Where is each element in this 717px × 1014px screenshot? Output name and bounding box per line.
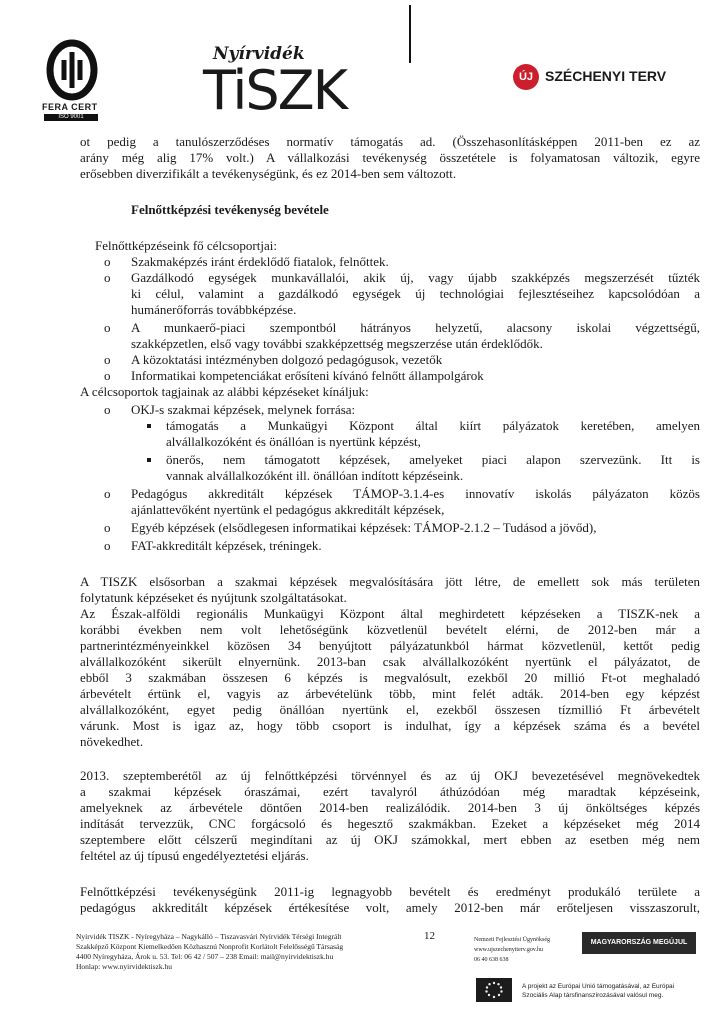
tiszk-logo-big: TiSZK bbox=[203, 59, 347, 122]
list-item: A közoktatási intézményben dolgozó pedagógusok, vezetők bbox=[131, 352, 443, 367]
eu-flag-icon bbox=[476, 978, 512, 1002]
paragraph-line: árbevételt értünk el, vagyis az árbevételünk több, mint felét adták. 2014-ben egy képzést bbox=[80, 686, 700, 701]
paragraph-line: alvállalkozóként, egyet pedig önállóan nyertünk el, ezekből összesen tízmillió Ft árbevételt bbox=[80, 702, 700, 717]
list-item: ki célul, valamint a gazdálkodó egységek új technológiai fejlesztéseihez kapcsolódóan a bbox=[131, 286, 700, 301]
page-footer bbox=[0, 926, 717, 1014]
section-heading: Felnőttképzési tevékenység bevétele bbox=[131, 202, 329, 217]
paragraph-line: pedagógus akkreditált képzések értékesítése volt, amely 2012-ben már erőteljesen visszaszorult, bbox=[80, 900, 700, 915]
sub-list-item: vannak alvállalkozóként ill. önállóan indított képzéseink. bbox=[166, 468, 464, 483]
offers-intro: A célcsoportok tagjainak az alábbi képzéseket kínáljuk: bbox=[80, 384, 369, 399]
sub-list-item: alvállalkozóként és önállóan is nyertünk képzést, bbox=[166, 434, 421, 449]
paragraph-line: erősebben diverzifikált a tevékenységünk, és ez 2014-ben sem változott. bbox=[80, 166, 457, 181]
fera-logo-sub: ISO 9001 bbox=[44, 114, 98, 121]
szechenyi-text: SZÉCHENYI TERV bbox=[545, 68, 667, 84]
footer-link[interactable]: Honlap: www.nyirvidektiszk.hu bbox=[76, 962, 172, 971]
footer-line: 4400 Nyíregyháza, Árok u. 53. Tel: 06 42 / 507 – 238 Email: mail@nyirvidektiszk.hu bbox=[76, 952, 334, 961]
eu-text: A projekt az Európai Unió támogatásával, az Európai bbox=[522, 983, 675, 990]
paragraph-line: ot pedig a tanulószerződéses normatív támogatás ad. (Összehasonlításképpen 2011-ben ez az bbox=[80, 134, 700, 149]
targets-intro: Felnőttképzéseink fő célcsoportjai: bbox=[95, 238, 277, 253]
list-item: Egyéb képzések (elsődlegesen informatikai képzések: TÁMOP-2.1.2 – Tudásod a jövőd), bbox=[131, 520, 597, 535]
list-item: ajánlattevőként nyertünk el pedagógus akkreditált képzések, bbox=[131, 502, 445, 517]
sub-list-item: támogatás a Munkaügyi Központ által kiírt pályázatok keretében, amelyen bbox=[166, 418, 700, 433]
list-item: OKJ-s szakmai képzések, melynek forrása: bbox=[131, 402, 356, 417]
paragraph-line: indítását tervezzük, CNC forgácsoló és hegesztő szakmákban. Ezeket a képzéseket még 2014 bbox=[80, 816, 700, 831]
circle-bullet-icon: o bbox=[104, 352, 111, 367]
nfu-phone: 06 40 638 638 bbox=[474, 957, 509, 963]
paragraph-line: a szakmai képzések óraszámai, ezért tavalyról áthúzódóan még maradtak képzéseink, bbox=[80, 784, 700, 799]
circle-bullet-icon: o bbox=[104, 520, 111, 535]
paragraph-line: korábbi években nem volt lehetőségünk közvetlenül bevételt elérni, de 2012-ben már a bbox=[80, 622, 700, 637]
vertical-divider bbox=[409, 5, 411, 63]
list-item: Szakmaképzés iránt érdeklődő fiatalok, felnőttek. bbox=[131, 254, 389, 269]
paragraph-line: arány még alig 17% volt.) A vállalkozási tevékenység összetétele is folyamatosan változik, egyre bbox=[80, 150, 700, 165]
sub-list-item: önerős, nem támogatott képzések, amelyeket piaci alapon szervezünk. Itt is bbox=[166, 452, 700, 467]
circle-bullet-icon: o bbox=[104, 486, 111, 501]
hungary-badge: MAGYARORSZÁG MEGÚJUL bbox=[582, 932, 696, 954]
circle-bullet-icon: o bbox=[104, 402, 111, 417]
nfu-label: Nemzeti Fejlesztési Ügynökség bbox=[474, 937, 550, 943]
list-item: Informatikai kompetenciákat erősíteni kívánó felnőtt állampolgárok bbox=[131, 368, 484, 383]
paragraph-line: A TISZK elsősorban a szakmai képzések megvalósítására jött létre, de emellett sok más területen bbox=[80, 574, 700, 589]
circle-bullet-icon: o bbox=[104, 320, 111, 335]
list-item: FAT-akkreditált képzések, tréningek. bbox=[131, 538, 322, 553]
paragraph-line: szeptembere előtt célszerű megindítani az új OKJ számokkal, mert ebben az esetben még nem bbox=[80, 832, 700, 847]
paragraph-line: amelyeknek az árbevétele döntően 2014-ben realizálódik. 2014-ben 3 új önköltséges képzés bbox=[80, 800, 700, 815]
circle-bullet-icon: o bbox=[104, 254, 111, 269]
page-header bbox=[0, 0, 717, 130]
fera-cert-icon bbox=[40, 38, 104, 102]
paragraph-line: feltétel az új típusú engedélyeztetési eljárás. bbox=[80, 848, 309, 863]
circle-bullet-icon: o bbox=[104, 538, 111, 553]
fera-logo-text: FERA CERT bbox=[42, 102, 98, 112]
circle-bullet-icon: o bbox=[104, 270, 111, 285]
tiszk-logo-small: Nyírvidék bbox=[213, 44, 305, 64]
square-bullet-icon bbox=[147, 458, 151, 462]
list-item: szakképzetlen, első vagy további szakképzettség megszerzése után érdeklődők. bbox=[131, 336, 543, 351]
eu-text: Szociális Alap társfinanszírozásával valósul meg. bbox=[522, 992, 664, 999]
footer-line: Szakképző Központ Kiemelkedően Közhasznú Nonprofit Korlátolt Felelősségű Társaság bbox=[76, 942, 344, 951]
list-item: humánerőforrás továbbképzése. bbox=[131, 302, 297, 317]
fera-cert-logo bbox=[40, 38, 104, 124]
paragraph-line: alvállalkozóként sikerült elnyernünk. 2013-ban csak alvállalkozóként nyertünk el pályázatot, de bbox=[80, 654, 700, 669]
circle-bullet-icon: o bbox=[104, 368, 111, 383]
square-bullet-icon bbox=[147, 424, 151, 428]
paragraph-line: növekedhet. bbox=[80, 734, 144, 749]
tiszk-logo bbox=[205, 44, 365, 124]
paragraph-line: 2013. szeptemberétől az új felnőttképzési törvénnyel és az új OKJ bevezetésével megnövekedtek bbox=[80, 768, 700, 783]
paragraph-line: Felnőttképzési tevékenységünk 2011-ig legnagyobb bevételt és eredményt produkáló területe a bbox=[80, 884, 700, 899]
paragraph-line: partnerintézményeinkkel közösen 34 benyújtott pályázatunkból hármat közvetlenül, kettőt pedig bbox=[80, 638, 700, 653]
nfu-web[interactable]: www.ujszechenyiterv.gov.hu bbox=[474, 947, 543, 953]
paragraph-line: folytatunk képzéseket és nyújtunk szolgáltatásokat. bbox=[80, 590, 347, 605]
page-number: 12 bbox=[424, 930, 435, 942]
paragraph-line: Az Észak-alföldi regionális Munkaügyi Központ által meghirdetett képzéseken a TISZK-nek a bbox=[80, 606, 700, 621]
szechenyi-badge: ÚJ bbox=[513, 64, 539, 90]
list-item: Pedagógus akkreditált képzések TÁMOP-3.1.4-es innovatív iskolás pályázaton közös bbox=[131, 486, 700, 501]
list-item: Gazdálkodó egységek munkavállalói, akik új, vagy újabb szakképzés megszerzését tűzték bbox=[131, 270, 700, 285]
list-item: A munkaerő-piaci szempontból hátrányos helyzetű, alacsony iskolai végzettségű, bbox=[131, 320, 700, 335]
paragraph-line: várunk. Most is igaz az, hogy több csoport is indulhat, így a képzések száma és a bevétel bbox=[80, 718, 700, 733]
footer-line: Nyírvidék TISZK - Nyíregyháza – Nagykálló – Tiszavasvári Nyírvidék Térségi Integrált bbox=[76, 932, 342, 941]
paragraph-line: ebből 3 szakmában összesen 6 képzés is megvalósult, ezekből 20 millió Ft-ot meghaladó bbox=[80, 670, 700, 685]
